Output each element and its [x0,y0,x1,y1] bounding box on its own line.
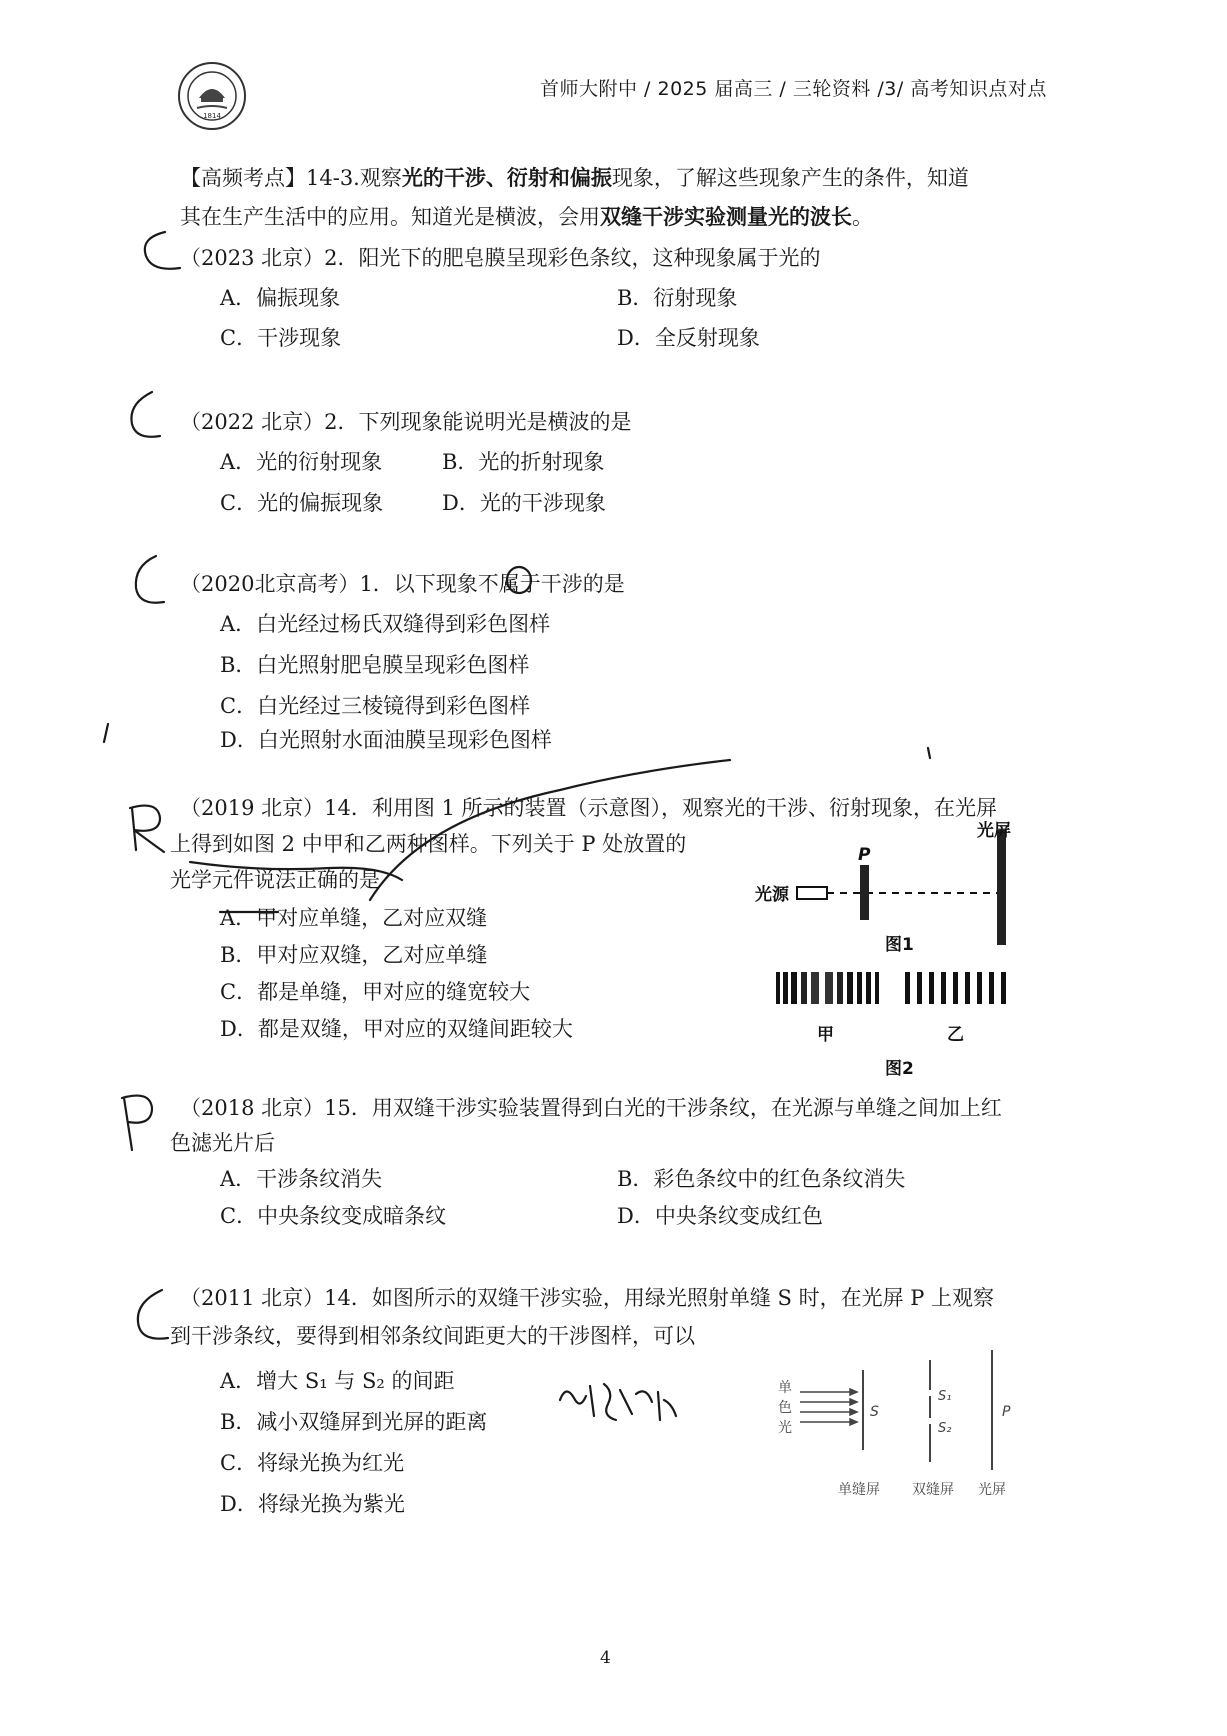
question-stem: （2011 北京）14．如图所示的双缝干涉实验，用绿光照射单缝 S 时，在光屏 P 上观察 [180,1286,995,1310]
question-stem: 到干涉条纹，要得到相邻条纹间距更大的干涉图样，可以 [170,1324,695,1348]
option: B．白光照射肥皂膜呈现彩色图样 [220,653,530,677]
pattern-yi-label: 乙 [947,1025,964,1045]
monochromatic-light-char: 色 [778,1400,792,1416]
option: C．白光经过三棱镜得到彩色图样 [220,694,531,718]
topic-text: 其在生产生活中的应用。知道光是横波，会用 [180,205,600,229]
topic-text: 。 [852,205,873,229]
option: D．将绿光换为紫光 [220,1492,405,1516]
screen [997,830,1006,945]
question-stem: （2018 北京）15．用双缝干涉实验装置得到白光的干涉条纹，在光源与单缝之间加上红 [180,1096,1002,1120]
handwritten-answer-c [131,392,160,437]
pattern-jia [775,972,883,1004]
topic-line-1 [180,162,969,192]
option: B．甲对应双缝，乙对应单缝 [220,943,488,967]
topic-tag: 【高频考点】 [180,166,306,190]
logo-year: 1814 [203,112,221,120]
figure-1-caption: 图1 [885,935,914,955]
option: A．甲对应单缝，乙对应双缝 [220,906,488,930]
screen-p-label: P [1002,1404,1011,1420]
option: D．中央条纹变成红色 [617,1204,823,1228]
option: A．光的衍射现象 [220,450,383,474]
option: A．增大 S₁ 与 S₂ 的间距 [220,1369,455,1393]
topic-bold-experiment: 双缝干涉实验测量光的波长 [600,204,852,229]
slit-s2-label: S₂ [938,1421,952,1436]
pen-mark [928,748,930,758]
slit-s1-label: S₁ [938,1389,952,1404]
handwritten-answer-c [138,1290,168,1339]
monochromatic-light-char: 单 [778,1380,792,1396]
question-stem: 光学元件说法正确的是 [170,868,380,892]
page-number: 4 [600,1648,611,1668]
slit-s-label: S [870,1404,879,1420]
screen-label: 光屏 [977,821,1011,841]
page-header: 首师大附中 / 2025 届高三 / 三轮资料 /3/ 高考知识点对点 [540,78,1047,100]
light-source-label: 光源 [755,885,789,905]
option: D．全反射现象 [617,326,760,350]
question-stem: （2019 北京）14．利用图 1 所示的装置（示意图），观察光的干涉、衍射现象，在光屏 [180,796,998,820]
question-stem: （2020北京高考）1．以下现象不属于干涉的是 [180,572,625,596]
option: B．光的折射现象 [442,450,605,474]
question-stem: （2022 北京）2．下列现象能说明光是横波的是 [180,410,632,434]
topic-bold-phenomena: 光的干涉、衍射和偏振 [401,165,612,190]
option: C．将绿光换为红光 [220,1451,405,1475]
pattern-jia-label: 甲 [817,1025,834,1045]
figure-2-caption: 图2 [885,1059,914,1079]
option: C．干涉现象 [220,326,342,350]
option: B．减小双缝屏到光屏的距离 [220,1410,488,1434]
optical-element-p [860,865,869,920]
handwritten-answer-a [130,806,164,852]
topic-number: 14-3. [306,166,360,190]
light-rays [800,1389,857,1425]
topic-text: 现象，了解这些现象产生的条件，知道 [611,166,969,190]
option: D．白光照射水面油膜呈现彩色图样 [220,728,552,752]
single-slit-screen-label: 单缝屏 [838,1482,880,1498]
option: D．都是双缝，甲对应的双缝间距较大 [220,1017,573,1041]
diffraction-apparatus-figure [745,820,1045,1080]
handwritten-answer-d [122,1096,152,1150]
screen-label: 光屏 [978,1482,1006,1498]
handwritten-scribble [560,1384,676,1420]
pattern-yi [905,972,1006,1004]
double-slit-apparatus-figure [770,1340,1030,1500]
light-source-box [797,887,827,899]
option: D．光的干涉现象 [442,491,606,515]
option: B．彩色条纹中的红色条纹消失 [617,1167,906,1191]
topic-text: 观察 [359,166,402,190]
option: A．干涉条纹消失 [220,1167,383,1191]
option: A．白光经过杨氏双缝得到彩色图样 [220,612,551,636]
handwritten-answer-c [145,232,180,269]
p-label: P [858,845,871,865]
topic-line-2 [180,201,873,231]
option: C．中央条纹变成暗条纹 [220,1204,447,1228]
option: B．衍射现象 [617,286,738,310]
question-stem: （2023 北京）2．阳光下的肥皂膜呈现彩色条纹，这种现象属于光的 [180,246,821,270]
double-slit-screen-label: 双缝屏 [912,1482,954,1498]
monochromatic-light-char: 光 [778,1420,792,1436]
handwritten-answer-c [136,556,164,603]
school-logo [177,58,247,134]
pen-mark [104,724,108,742]
question-stem: 上得到如图 2 中甲和乙两种图样。下列关于 P 处放置的 [170,832,687,856]
option: C．光的偏振现象 [220,491,384,515]
option: A．偏振现象 [220,286,341,310]
option: C．都是单缝，甲对应的缝宽较大 [220,980,531,1004]
question-stem: 色滤光片后 [170,1131,275,1155]
